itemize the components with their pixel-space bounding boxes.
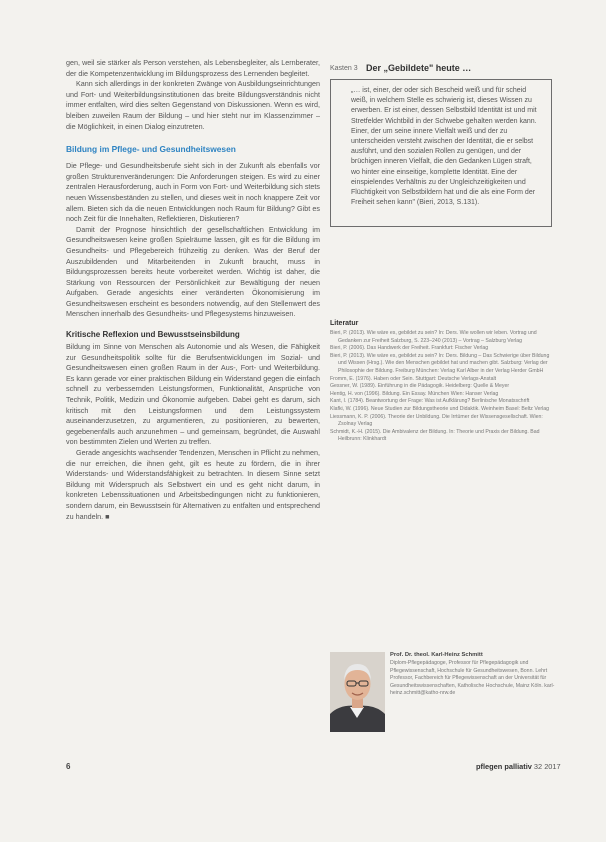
literature-item: Fromm, E. (1976). Haben oder Sein. Stuttgart: Deutsche Verlags-Anstalt (330, 375, 497, 382)
literature-item: Hentig, H. von (1996). Bildung. Ein Essay. München Wien: Hanser Verlag (330, 390, 499, 397)
left-column (66, 58, 320, 522)
literature-item: Liessmann, K. P. (2006). Theorie der Unbildung. Die Irrtümer der Wissensgesellschaft. Wien: Zsolnay Verlag (330, 413, 543, 428)
author-bio: Diplom-Pflegepädagoge, Professor für Pflegepädagogik und Pflegewissenschaft, Hochschule für Gesundheitswesen, Bonn. Lehrt Professor, Fachbereich für Pflegewissenschaft an der Universität für Gesundheitswissenschaften, Katholische Hochschule, Mainz Köln. karl-heinz.schmitt@katho-nrw.de (390, 660, 555, 697)
literature-item: Klafki, W. (1996). Neue Studien zur Bildungstheorie und Didaktik. Weinheim Basel: Beltz Verlag (330, 405, 550, 412)
box-title: Der „Gebildete" heute … (366, 63, 472, 73)
quote-text: „… ist, einer, der oder sich Bescheid weiß und für scheid weiß, in welchem Stelle es schwierig ist, dieses Wissen zu erwerben. Er ist einer, dessen Selbstbild Identität ist und mit Stretfelder Wichtbild in der Schwebe gehalten werden kann. Einer, der um seine innere Vielfalt weiß und der zu unterscheiden versteht zwischen der Identität, die er selbst ausführt, und den sozialen Rollen zu genügen, und der brüchigen inneren Vielfalt, die den Gedanken Lügen straft, wo hinter eine einseitige, komplette Identität. Eine der einspielendes Verhältnis zu der Ungleichzeitigkeiten und Flüchtigkeit von Selbstbildern hat und die als eine Form der Freiheit sehen kann" (Bieri, 2013, S.131). (351, 87, 537, 207)
journal-footer (476, 762, 561, 771)
author-box (330, 652, 556, 734)
literature-item: Bieri, P. (2006). Das Handwerk der Freiheit. Frankfurt: Fischer Verlag (330, 345, 489, 352)
literature-item: Bieri, P. (2013). Wie wäre es, gebildet zu sein? In: Ders. Wie wollen wir leben. Vortrag und Gedanken zur Freiheit Salzburg, S. 223–240 (2013) – Vortrag – Salzburg Verlag (330, 330, 537, 344)
body-paragraph: Damit der Prognose hinsichtlich der gesellschaftlichen Entwicklung im Gesundheitswesen keine großen Spielräume lassen, gilt es für die Bildung im Gesundheits- und Pflegebereich frühzeitig zu denken. Was der Beruf der Auszubildenden und Mitarbeitenden in Zukunft braucht, muss in Bildungsprozessen bereits heute vorbereitet werden. Wichtig ist daher, die Stärkung von Ressourcen der Persönlichkeit zur Bewältigung der neuen Aufgaben. Gerade angesichts einer veränderten Ökonomisierung im Gesundheitswesen erscheint es besonders notwendig, auf den Stellenwert des Menschen innerhalb des Gesundheits- und Pflegesystems hinzuweisen. (66, 224, 320, 319)
quote-box (330, 79, 552, 227)
literature-section (330, 320, 552, 444)
box-header (330, 63, 550, 77)
author-info (390, 652, 556, 698)
body-paragraph: Kann sich allerdings in der konkreten Zwänge von Ausbildungseinrichtungen und Fort- und Weiterbildungsinstitutionen das breite Bildungsverständnis nicht immer entfalten, wird dies selten Gegenstand von Diskussionen. Wenn es wird, bleiben zuweilen Raum der Bildung – und hier steht nur im Klassenzimmer – die Möglichkeit, in einen Dialog einzutreten. (66, 79, 320, 131)
literature-heading: Literatur (330, 320, 359, 327)
author-photo (330, 652, 385, 732)
section-heading-kritisch: Kritische Reflexion und Bewusstseinsbildung (66, 330, 240, 340)
literature-item: Gessner, W. (1989). Einführung in die Pädagogik. Heidelberg: Quelle & Meyer (330, 383, 510, 390)
literature-item: Bieri, P. (2013). Wie wäre es, gebildet zu sein? In: Ders. Bildung – Das Schwierige über Bildung und Wissen (Hrsg.). Wie den Menschen gebildet hat und machen gibt. Salzburg: Verlag der Philosophie der Bildung. Freiburg München: Verlag Karl Alber in der Verlag Herder GmbH (330, 352, 550, 374)
author-portrait-icon (330, 652, 385, 732)
literature-item: Kant, I. (1784). Beantwortung der Frage: Was ist Aufklärung? Berlinische Monatsschrift (330, 398, 530, 405)
body-paragraph: gen, weil sie stärker als Person verstehen, als Lebensbegleiter, als Lernberater, der die Kompetenzentwicklung im Bildungsprozess des Lernenden begleitet. (66, 58, 320, 78)
journal-issue: 32 2017 (533, 762, 561, 771)
section-heading-pflege: Bildung im Pflege- und Gesundheitswesen (66, 144, 236, 155)
journal-name: pflegen palliativ (476, 762, 532, 771)
body-paragraph: Die Pflege- und Gesundheitsberufe sieht sich in der Zukunft als ebenfalls vor großen Strukturenveränderungen: Die Anforderungen steigen. Es wird zu einer zentralen Herausforderung, auch in Form von Fort- und Weiterbildung sich stets neuen Wissensbeständen zu stellen, und dieses weit in noch knappere Zeit vor allem. Bieten sich da die neuen Entwicklungen noch Raum für Bildung? Gibt es noch Zeit für die Innehalten, Reflektieren, Diskutieren? (66, 161, 320, 224)
page-number: 6 (66, 762, 71, 771)
author-name: Prof. Dr. theol. Karl-Heinz Schmitt (390, 652, 483, 658)
body-paragraph: Bildung im Sinne von Menschen als Autonomie und als Wesen, die Fähigkeit zur Gesundheitspolitik sollte für die Berufsentwicklungen im Sozial- und Gesundheitswesen einen großen Raum in der Aus-, Fort- und Weiterbildung. Es kann gerade vor einer praktischen Bildung ein Widerstand gegen die einfach schnell zu verbessernden Leistungsformen, Funktionalität, Ansprüche von Technik, Politik, Medizin und Ökonomie aufgeben. Dabei geht es darum, sich kritisch mit den Leistungsformen und dem Leistungssystem auseinanderzusetzen, zu argumentieren, zu positionieren, zu bewerten, gegebenenfalls auch anzunehmen – und gemeinsam, begründet, die Auswahl von bestimmten Zielen und Werten zu treffen. (66, 342, 320, 447)
body-paragraph: Gerade angesichts wachsender Tendenzen, Menschen in Pflicht zu nehmen, die nur erreichen, die ihnen geht, gilt es heute zu fördern, die in ihrer Widerstands- und Widerstandsfähigkeit zu betrachten. In diesem Sinne setzt Bildung mit Widerspruch als Selbstwert ein und es geht nicht darum, in konkreten Lebenssituationen und Arbeitsbedingungen nicht zu funktionieren, sondern darum, ein Bewusstsein für Alternativen zu entfalten und entsprechend zu handeln. ■ (66, 448, 320, 521)
literature-item: Schmidt, K.-H. (2015). Die Ambivalenz der Bildung. In: Theorie und Praxis der Bildung. Bad Heilbrunn: Klinkhardt (330, 428, 540, 443)
box-label: Kasten 3 (330, 65, 358, 72)
